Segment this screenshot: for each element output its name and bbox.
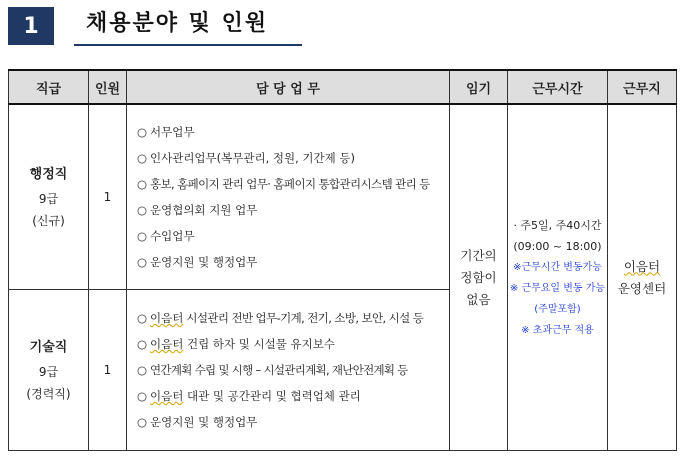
duty-text: 운영지원 및 행정업무 [150, 415, 258, 429]
duty-text: 대관 및 공간관리 및 협력업체 관리 [183, 389, 361, 403]
duty-prefix: 이음터 [150, 337, 184, 351]
duties-cell [127, 104, 450, 290]
duty-prefix: 이음터 [150, 389, 184, 403]
header-place: 근무지 [608, 70, 677, 104]
term-line: 기간의 [460, 247, 497, 263]
list-item [137, 357, 449, 383]
circle-bullet-icon: ○ [137, 255, 148, 269]
duty-text: 홍보, 홈페이지 관리 업무· 홈페이지 통합관리시스템 관리 등 [150, 177, 430, 191]
place-line: 이음터 [623, 258, 661, 274]
header-hours: 근무시간 [508, 70, 608, 104]
hours-note: ※ 근무요일 변동 가능 [509, 282, 606, 294]
hours-note: (주말포함) [534, 303, 581, 315]
recruitment-table [8, 69, 677, 451]
circle-bullet-icon: ○ [137, 389, 148, 403]
circle-bullet-icon: ○ [137, 415, 148, 429]
place-line: 운영센터 [617, 280, 667, 296]
list-item [137, 305, 449, 331]
hours-line: · 주5일, 주40시간 [513, 218, 602, 232]
duty-text: 인사관리업무(복무관리, 정원, 기간제 등) [150, 151, 355, 165]
header-duties: 담 당 업 무 [127, 70, 450, 104]
duty-text: 건립 하자 및 시설물 유지보수 [183, 337, 335, 351]
circle-bullet-icon: ○ [137, 363, 148, 377]
table-header-row [9, 70, 677, 104]
list-item [137, 145, 449, 171]
hours-cell [508, 104, 608, 451]
duty-text: 운영지원 및 행정업무 [150, 255, 258, 269]
list-item [137, 197, 449, 223]
circle-bullet-icon: ○ [137, 203, 148, 217]
header-count: 인원 [89, 70, 127, 104]
header-term: 임기 [450, 70, 508, 104]
circle-bullet-icon: ○ [137, 337, 148, 351]
section-number-badge: 1 [8, 7, 54, 45]
list-item [137, 171, 449, 197]
list-item [137, 409, 449, 435]
duties-cell [127, 290, 450, 451]
circle-bullet-icon: ○ [137, 125, 148, 139]
position-type: (신규) [32, 213, 65, 228]
list-item [137, 331, 449, 357]
term-cell [450, 104, 508, 451]
term-line: 없음 [466, 291, 491, 307]
circle-bullet-icon: ○ [137, 177, 148, 191]
term-line: 정함이 [460, 269, 497, 285]
circle-bullet-icon: ○ [137, 229, 148, 243]
circle-bullet-icon: ○ [137, 311, 148, 325]
headcount-cell: 1 [89, 104, 127, 290]
duty-text: 서무업무 [150, 125, 195, 139]
list-item [137, 119, 449, 145]
table-row [9, 104, 677, 290]
position-name: 행정직 [29, 166, 68, 182]
circle-bullet-icon: ○ [137, 151, 148, 165]
section-title: 채용분야 및 인원 [74, 6, 302, 46]
position-level: 9급 [38, 191, 59, 206]
duties-list [137, 305, 449, 435]
duty-text: 연간계획 수립 및 시행 – 시설관리계획, 재난안전계획 등 [150, 363, 408, 377]
hours-line: (09:00 ~ 18:00) [513, 239, 602, 253]
position-cell [9, 290, 89, 451]
hours-note: ※ 초과근무 적용 [521, 324, 594, 336]
duty-prefix: 이음터 [150, 311, 184, 325]
list-item [137, 249, 449, 275]
place-cell [608, 104, 677, 451]
hours-note: ※근무시간 변동가능 [513, 261, 602, 273]
duty-text: 운영협의회 지원 업무 [150, 203, 258, 217]
list-item [137, 223, 449, 249]
header-grade: 직급 [9, 70, 89, 104]
position-type: (경력직) [26, 386, 71, 401]
headcount-cell: 1 [89, 290, 127, 451]
position-level: 9급 [38, 364, 59, 379]
duty-text: 수입업무 [150, 229, 195, 243]
duty-text: 시설관리 전반 업무-기계, 전기, 소방, 보안, 시설 등 [183, 311, 424, 325]
duties-list [137, 119, 449, 275]
position-name: 기술직 [29, 339, 68, 355]
position-cell [9, 104, 89, 290]
list-item [137, 383, 449, 409]
